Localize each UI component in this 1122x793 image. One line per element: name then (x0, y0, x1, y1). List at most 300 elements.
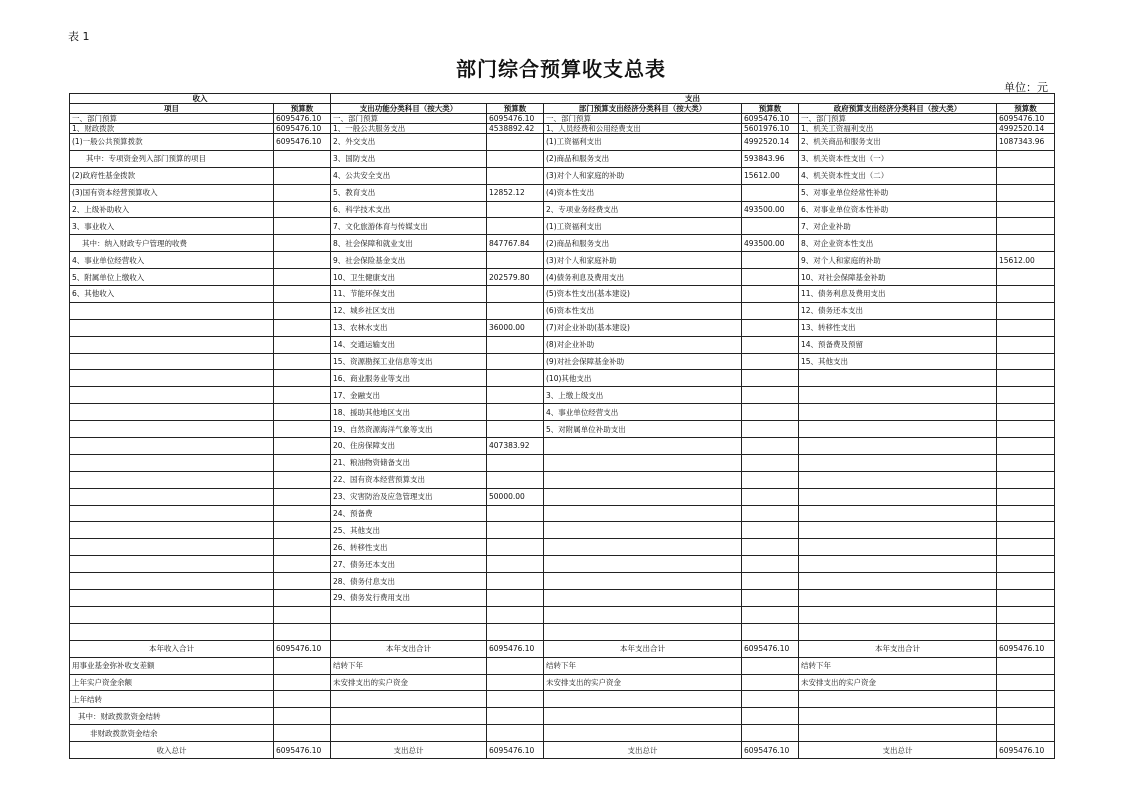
table-cell (997, 150, 1055, 167)
table-cell: 26、转移性支出 (331, 539, 487, 556)
table-cell (742, 370, 799, 387)
table-cell: 其中：财政拨款资金结转 (70, 708, 274, 725)
table-cell: (3)对个人和家庭的补助 (544, 167, 742, 184)
table-cell: 12852.12 (487, 184, 544, 201)
table-cell (487, 454, 544, 471)
table-cell: 10、卫生健康支出 (331, 269, 487, 286)
table-cell (742, 657, 799, 674)
table-row (70, 404, 1055, 421)
table-cell: 3、机关资本性支出（一） (799, 150, 997, 167)
table-cell: 一、部门预算 (799, 114, 997, 124)
table-cell: 5、教育支出 (331, 184, 487, 201)
table-row (70, 336, 1055, 353)
table-cell: 20、住房保障支出 (331, 438, 487, 455)
table-cell: 5、对事业单位经常性补助 (799, 184, 997, 201)
table-cell: 本年支出合计 (331, 640, 487, 657)
table-cell (997, 370, 1055, 387)
table-cell: 12、债务还本支出 (799, 302, 997, 319)
table-cell (997, 556, 1055, 573)
table-cell (799, 404, 997, 421)
table-cell: 支出总计 (544, 742, 742, 759)
table-cell (487, 252, 544, 269)
table-cell: 收入总计 (70, 742, 274, 759)
table-cell (799, 708, 997, 725)
table-cell (331, 725, 487, 742)
table-cell (997, 167, 1055, 184)
table-cell: 1、财政拨款 (70, 124, 274, 134)
table-cell: 29、债务发行费用支出 (331, 590, 487, 607)
table-cell (487, 471, 544, 488)
table-cell: 结转下年 (331, 657, 487, 674)
table-cell: 6095476.10 (487, 114, 544, 124)
table-cell (274, 201, 331, 218)
table-cell (799, 573, 997, 590)
table-cell: 6095476.10 (742, 640, 799, 657)
table-cell: 10、对社会保障基金补助 (799, 269, 997, 286)
table-cell (997, 302, 1055, 319)
table-cell (274, 556, 331, 573)
table-cell: 7、对企业补助 (799, 218, 997, 235)
table-cell: (9)对社会保障基金补助 (544, 353, 742, 370)
table-cell (742, 691, 799, 708)
table-cell: 12、城乡社区支出 (331, 302, 487, 319)
table-cell: (4)债务利息及费用支出 (544, 269, 742, 286)
table-cell: 407383.92 (487, 438, 544, 455)
table-row (70, 421, 1055, 438)
table-cell (799, 556, 997, 573)
table-cell: 21、粮油物资储备支出 (331, 454, 487, 471)
table-cell (742, 539, 799, 556)
table-cell (997, 286, 1055, 303)
table-cell (487, 556, 544, 573)
table-cell: (2)政府性基金拨款 (70, 167, 274, 184)
table-cell (997, 674, 1055, 691)
table-cell (274, 708, 331, 725)
table-cell (997, 623, 1055, 640)
table-row (70, 606, 1055, 623)
column-header: 项目 (70, 104, 274, 114)
table-cell: 2、外交支出 (331, 134, 487, 151)
table-cell (274, 522, 331, 539)
table-cell (742, 336, 799, 353)
table-row (70, 556, 1055, 573)
table-cell (742, 505, 799, 522)
table-cell (331, 691, 487, 708)
table-cell (997, 590, 1055, 607)
table-row (70, 488, 1055, 505)
table-cell (799, 691, 997, 708)
table-cell: 16、商业服务业等支出 (331, 370, 487, 387)
table-cell (997, 488, 1055, 505)
table-cell (742, 623, 799, 640)
table-cell (544, 623, 742, 640)
table-cell (742, 184, 799, 201)
table-cell: 9、社会保险基金支出 (331, 252, 487, 269)
table-cell: 2、机关商品和服务支出 (799, 134, 997, 151)
table-row (70, 269, 1055, 286)
table-cell (799, 438, 997, 455)
table-row (70, 218, 1055, 235)
table-cell (742, 218, 799, 235)
table-cell: 7、文化旅游体育与传媒支出 (331, 218, 487, 235)
table-cell (487, 573, 544, 590)
table-cell: 36000.00 (487, 319, 544, 336)
table-cell (487, 691, 544, 708)
table-cell (487, 404, 544, 421)
table-cell: 3、事业收入 (70, 218, 274, 235)
table-cell: 6095476.10 (274, 742, 331, 759)
table-cell: 6095476.10 (997, 114, 1055, 124)
table-cell (274, 387, 331, 404)
table-cell (742, 471, 799, 488)
table-cell (70, 556, 274, 573)
table-cell: 1、机关工资福利支出 (799, 124, 997, 134)
table-cell (487, 623, 544, 640)
table-cell (997, 235, 1055, 252)
table-cell (70, 387, 274, 404)
table-cell (487, 286, 544, 303)
table-cell (997, 201, 1055, 218)
table-cell (274, 286, 331, 303)
table-cell: 其中：专项资金列入部门预算的项目 (70, 150, 274, 167)
table-row (70, 590, 1055, 607)
table-row (70, 201, 1055, 218)
table-cell (997, 353, 1055, 370)
table-cell: 8、社会保障和就业支出 (331, 235, 487, 252)
table-cell (742, 387, 799, 404)
table-cell (544, 606, 742, 623)
table-cell: 5、对附属单位补助支出 (544, 421, 742, 438)
table-cell (331, 623, 487, 640)
table-cell (799, 623, 997, 640)
table-cell (274, 150, 331, 167)
table-cell: 2、上级补助收入 (70, 201, 274, 218)
table-cell (274, 505, 331, 522)
table-cell: 3、上缴上级支出 (544, 387, 742, 404)
table-cell (487, 336, 544, 353)
table-cell: 未安排支出的实户资金 (799, 674, 997, 691)
table-cell (274, 471, 331, 488)
table-cell (70, 606, 274, 623)
table-cell (274, 319, 331, 336)
table-row (70, 522, 1055, 539)
table-cell (70, 573, 274, 590)
unit-label: 单位：元 (1004, 81, 1048, 94)
table-cell: 上年实户资金余额 (70, 674, 274, 691)
table-cell: (3)国有资本经营预算收入 (70, 184, 274, 201)
table-cell (487, 370, 544, 387)
table-cell (487, 302, 544, 319)
footer-row (70, 640, 1055, 657)
table-cell: 23、灾害防治及应急管理支出 (331, 488, 487, 505)
table-cell (799, 471, 997, 488)
table-cell (544, 539, 742, 556)
table-cell: (4)资本性支出 (544, 184, 742, 201)
table-cell (799, 606, 997, 623)
table-row (70, 167, 1055, 184)
table-cell: 5、附属单位上缴收入 (70, 269, 274, 286)
table-cell: 593843.96 (742, 150, 799, 167)
income-group-header: 收入 (70, 94, 331, 104)
table-cell (997, 269, 1055, 286)
table-cell: 非财政拨款资金结余 (70, 725, 274, 742)
table-cell: 22、国有资本经营预算支出 (331, 471, 487, 488)
table-cell (274, 488, 331, 505)
table-cell (70, 336, 274, 353)
table-cell: 支出总计 (799, 742, 997, 759)
table-cell (70, 471, 274, 488)
table-cell: 13、农林水支出 (331, 319, 487, 336)
footer-row (70, 742, 1055, 759)
table-row (70, 573, 1055, 590)
table-cell: 上年结转 (70, 691, 274, 708)
column-header: 部门预算支出经济分类科目（按大类） (544, 104, 742, 114)
table-cell (70, 302, 274, 319)
table-cell: (1)工资福利支出 (544, 134, 742, 151)
table-cell (997, 184, 1055, 201)
table-cell (742, 556, 799, 573)
table-cell (544, 522, 742, 539)
table-cell (70, 488, 274, 505)
table-cell: (7)对企业补助(基本建设) (544, 319, 742, 336)
table-cell (487, 505, 544, 522)
table-cell (487, 606, 544, 623)
table-cell: 25、其他支出 (331, 522, 487, 539)
table-cell: 用事业基金弥补收支差额 (70, 657, 274, 674)
table-cell: 一、部门预算 (544, 114, 742, 124)
table-cell (742, 708, 799, 725)
table-cell (331, 708, 487, 725)
table-cell: 13、转移性支出 (799, 319, 997, 336)
table-cell: 6095476.10 (742, 742, 799, 759)
table-cell (997, 438, 1055, 455)
table-cell (997, 522, 1055, 539)
table-cell (742, 404, 799, 421)
table-cell (487, 725, 544, 742)
table-cell (799, 421, 997, 438)
table-cell: 15612.00 (742, 167, 799, 184)
table-cell: 493500.00 (742, 235, 799, 252)
table-cell: 6095476.10 (742, 114, 799, 124)
table-cell: 其中：纳入财政专户管理的收费 (70, 235, 274, 252)
table-cell: 本年支出合计 (544, 640, 742, 657)
table-cell (544, 590, 742, 607)
table-cell (70, 438, 274, 455)
table-row (70, 505, 1055, 522)
table-cell: 4992520.14 (742, 134, 799, 151)
table-cell (274, 623, 331, 640)
table-cell (997, 218, 1055, 235)
table-cell (742, 319, 799, 336)
table-cell (799, 387, 997, 404)
table-cell (997, 657, 1055, 674)
table-row (70, 438, 1055, 455)
table-cell: 4、公共安全支出 (331, 167, 487, 184)
column-header: 政府预算支出经济分类科目（按大类） (799, 104, 997, 114)
table-cell (742, 353, 799, 370)
table-cell (274, 674, 331, 691)
table-cell (70, 404, 274, 421)
group-header-row (70, 94, 1055, 104)
table-cell: 4、事业单位经营收入 (70, 252, 274, 269)
table-cell (274, 691, 331, 708)
table-cell (274, 539, 331, 556)
table-cell: 6、对事业单位资本性补助 (799, 201, 997, 218)
table-row (70, 319, 1055, 336)
table-cell (742, 573, 799, 590)
table-cell (274, 336, 331, 353)
table-row (70, 286, 1055, 303)
table-cell: 15、资源勘探工业信息等支出 (331, 353, 487, 370)
table-cell: (1)工资福利支出 (544, 218, 742, 235)
table-cell: 11、债务利息及费用支出 (799, 286, 997, 303)
table-row (70, 454, 1055, 471)
table-cell: 1、一般公共服务支出 (331, 124, 487, 134)
footer-row (70, 725, 1055, 742)
table-cell (799, 505, 997, 522)
table-cell (742, 302, 799, 319)
table-cell: 1087343.96 (997, 134, 1055, 151)
table-cell (70, 454, 274, 471)
table-cell (544, 708, 742, 725)
table-row (70, 150, 1055, 167)
table-cell: 未安排支出的实户资金 (331, 674, 487, 691)
table-cell: 3、国防支出 (331, 150, 487, 167)
table-cell: (5)资本性支出(基本建设) (544, 286, 742, 303)
table-cell (544, 573, 742, 590)
table-cell: 14、交通运输支出 (331, 336, 487, 353)
table-cell: 19、自然资源海洋气象等支出 (331, 421, 487, 438)
table-cell (487, 674, 544, 691)
table-cell (274, 421, 331, 438)
table-cell: 6095476.10 (274, 134, 331, 151)
table-cell: 15612.00 (997, 252, 1055, 269)
table-cell: (2)商品和服务支出 (544, 235, 742, 252)
table-cell (274, 252, 331, 269)
table-row (70, 370, 1055, 387)
table-cell (544, 488, 742, 505)
table-cell: 6095476.10 (487, 742, 544, 759)
table-cell (997, 505, 1055, 522)
table-cell (70, 370, 274, 387)
table-cell: 18、援助其他地区支出 (331, 404, 487, 421)
table-cell (742, 454, 799, 471)
table-cell (70, 319, 274, 336)
table-cell (274, 184, 331, 201)
table-cell: 结转下年 (799, 657, 997, 674)
table-cell (799, 539, 997, 556)
footer-row (70, 708, 1055, 725)
table-cell: 6095476.10 (487, 640, 544, 657)
table-row (70, 353, 1055, 370)
table-cell (544, 691, 742, 708)
table-cell: 11、节能环保支出 (331, 286, 487, 303)
table-cell (274, 590, 331, 607)
table-cell: (3)对个人和家庭补助 (544, 252, 742, 269)
table-cell: 本年收入合计 (70, 640, 274, 657)
table-cell: (2)商品和服务支出 (544, 150, 742, 167)
footer-row (70, 674, 1055, 691)
column-header: 支出功能分类科目（按大类） (331, 104, 487, 114)
table-cell (997, 387, 1055, 404)
table-cell (799, 454, 997, 471)
table-cell: 1、人员经费和公用经费支出 (544, 124, 742, 134)
table-cell (742, 725, 799, 742)
table-cell: 4、机关资本性支出（二） (799, 167, 997, 184)
table-cell (70, 623, 274, 640)
table-cell (487, 167, 544, 184)
table-cell: (10)其他支出 (544, 370, 742, 387)
table-row (70, 387, 1055, 404)
table-cell (742, 438, 799, 455)
table-row (70, 471, 1055, 488)
table-cell: 847767.84 (487, 235, 544, 252)
table-cell (70, 421, 274, 438)
table-cell (742, 269, 799, 286)
table-cell (274, 454, 331, 471)
table-cell: 9、对个人和家庭的补助 (799, 252, 997, 269)
table-cell (487, 201, 544, 218)
table-row (70, 235, 1055, 252)
table-cell (742, 522, 799, 539)
column-header: 预算数 (274, 104, 331, 114)
column-header: 预算数 (487, 104, 544, 114)
column-header: 预算数 (997, 104, 1055, 114)
table-cell (742, 674, 799, 691)
table-row (70, 134, 1055, 151)
table-cell: 50000.00 (487, 488, 544, 505)
table-cell: 未安排支出的实户资金 (544, 674, 742, 691)
table-cell (274, 438, 331, 455)
table-cell (742, 590, 799, 607)
table-cell: (1)一般公共预算拨款 (70, 134, 274, 151)
table-cell (70, 505, 274, 522)
table-cell (544, 505, 742, 522)
table-cell (487, 590, 544, 607)
table-cell (742, 252, 799, 269)
table-cell (997, 319, 1055, 336)
table-cell (544, 556, 742, 573)
table-cell (487, 657, 544, 674)
table-cell: 6095476.10 (997, 742, 1055, 759)
table-cell: 一、部门预算 (331, 114, 487, 124)
table-cell: 5601976.10 (742, 124, 799, 134)
table-cell (544, 438, 742, 455)
table-cell (274, 167, 331, 184)
table-cell (997, 404, 1055, 421)
table-cell (997, 421, 1055, 438)
table-row (70, 623, 1055, 640)
budget-summary-table (69, 93, 1055, 759)
table-cell (274, 235, 331, 252)
table-cell (274, 218, 331, 235)
table-cell (997, 606, 1055, 623)
table-cell: 6、其他收入 (70, 286, 274, 303)
table-cell (742, 421, 799, 438)
table-cell (274, 573, 331, 590)
table-row (70, 539, 1055, 556)
table-cell: 8、对企业资本性支出 (799, 235, 997, 252)
table-cell (799, 725, 997, 742)
table-cell (487, 539, 544, 556)
table-cell (487, 218, 544, 235)
column-header-row (70, 104, 1055, 114)
table-cell: 27、债务还本支出 (331, 556, 487, 573)
table-cell (997, 539, 1055, 556)
table-cell (274, 302, 331, 319)
table-cell (487, 387, 544, 404)
table-cell (487, 150, 544, 167)
